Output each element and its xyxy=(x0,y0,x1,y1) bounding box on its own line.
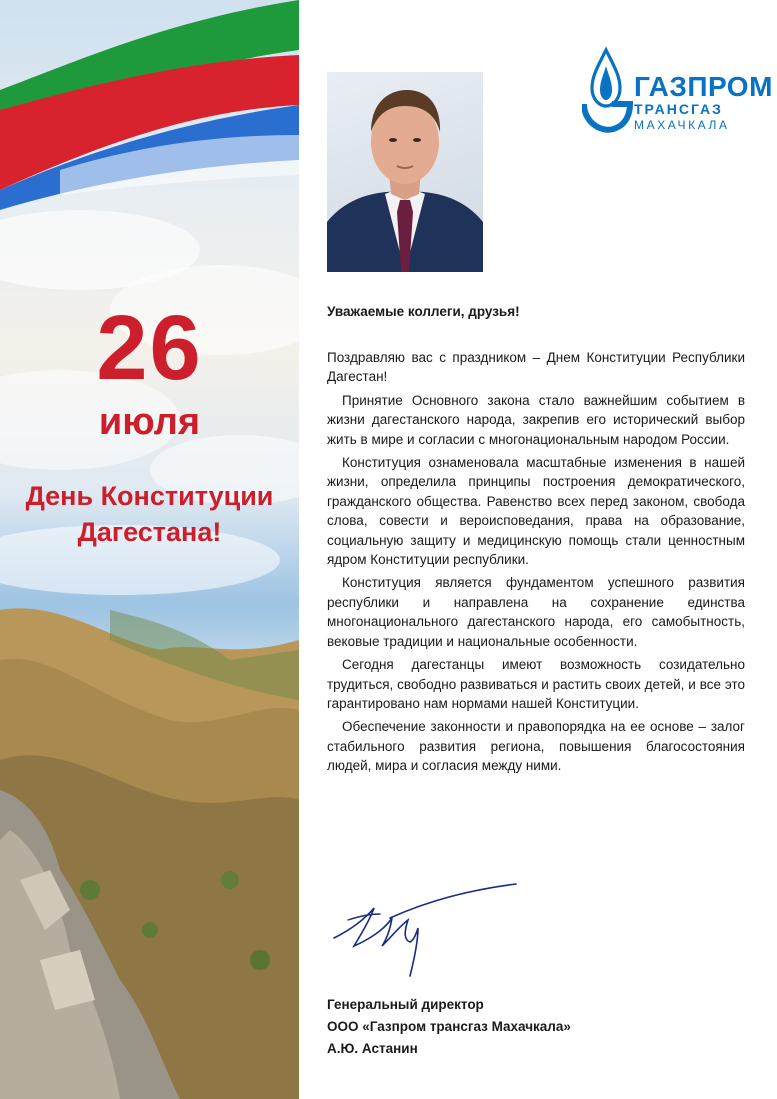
letter-body xyxy=(327,348,745,780)
signatory-block xyxy=(327,994,571,1060)
signatory-name: А.Ю. Астанин xyxy=(327,1041,418,1056)
signatory-position: Генеральный директор xyxy=(327,997,484,1012)
letter-greeting: Уважаемые коллеги, друзья! xyxy=(327,304,520,319)
logo-text-transgaz: ТРАНСГАЗ xyxy=(634,101,723,117)
holiday-banner xyxy=(0,0,299,1099)
holiday-day-number: 26 xyxy=(96,297,203,399)
letter-paragraph: Конституция ознаменовала масштабные изменения в нашей жизни, определила принципы построения демократического, гражданского общества. Равенство всех перед законом, свобода слова, совести и вероисповедания, права на образование, социальную защиту и медицинскую помощь стали ценностным ядром Конституции республики. xyxy=(327,455,745,568)
handwritten-signature xyxy=(330,880,530,980)
flame-icon xyxy=(582,44,642,136)
company-logo xyxy=(582,44,773,136)
letter-paragraph: Обеспечение законности и правопорядка на ее основе – залог стабильного развития региона, повышения благосостояния людей, мира и согласия между ними. xyxy=(327,719,745,774)
holiday-title xyxy=(0,478,299,550)
logo-text-gazprom: ГАЗПРОМ xyxy=(634,71,773,102)
letter-paragraph: Конституция является фундаментом успешного развития республики и направлена на сохранение единства многонационального дагестанского народа, его самобытность, вековые традиции и национальные особенности. xyxy=(327,575,745,649)
letter-paragraph: Поздравляю вас с праздником – Днем Конституции Республики Дагестан! xyxy=(327,350,745,385)
logo-text-city: МАХАЧКАЛА xyxy=(634,118,730,132)
letter-paragraph: Сегодня дагестанцы имеют возможность созидательно трудиться, свободно развиваться и растить своих детей, и все это гарантировано нам нормами нашей Конституции. xyxy=(327,657,745,711)
signatory-company: ООО «Газпром трансгаз Махачкала» xyxy=(327,1019,571,1034)
holiday-title-line2: Дагестана! xyxy=(77,517,222,547)
letter-paragraph: Принятие Основного закона стало важнейшим событием в жизни дагестанского народа, закрепив его исторический выбор жить в мире и согласии с многонациональным народом России. xyxy=(327,392,745,447)
holiday-title-line1: День Конституции xyxy=(25,481,274,511)
holiday-month: июля xyxy=(98,401,201,443)
director-portrait xyxy=(327,72,483,272)
